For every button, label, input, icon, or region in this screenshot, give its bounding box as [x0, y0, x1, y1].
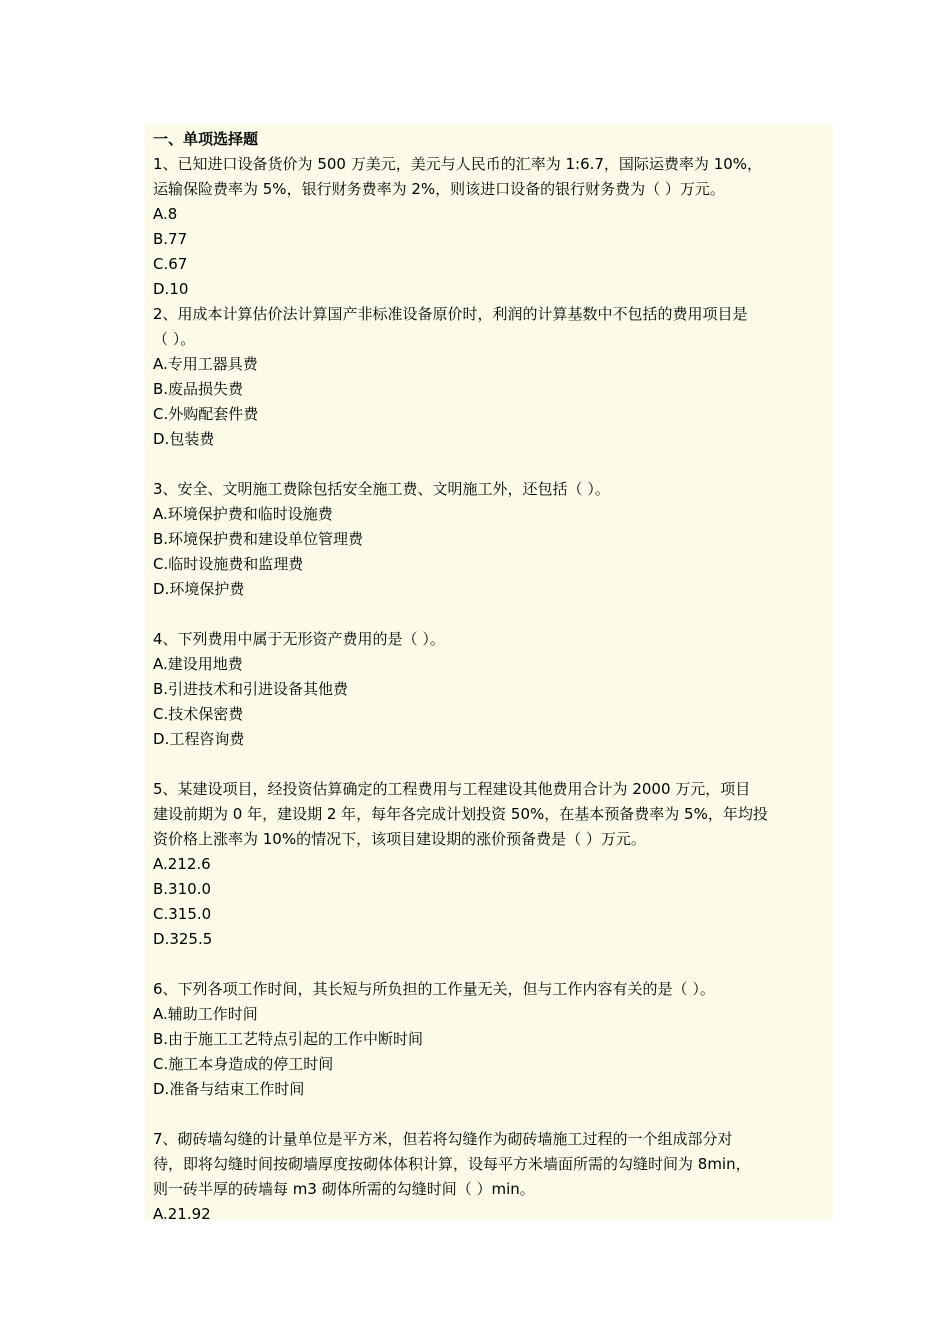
option-c: C.临时设施费和监理费 — [153, 555, 304, 573]
option-a: A.21.92 — [153, 1205, 211, 1220]
option-a: A.专用工器具费 — [153, 355, 258, 373]
question-1 — [153, 152, 827, 302]
spacer — [153, 952, 827, 977]
question-5 — [153, 777, 827, 952]
question-7 — [153, 1127, 827, 1220]
question-3 — [153, 477, 827, 602]
option-b: B.由于施工工艺特点引起的工作中断时间 — [153, 1030, 424, 1048]
option-c: C.外购配套件费 — [153, 405, 259, 423]
option-d: D.包装费 — [153, 430, 215, 448]
document-body — [145, 124, 833, 1220]
question-text: 4、下列费用中属于无形资产费用的是（ ）。 — [153, 630, 445, 648]
option-d: D.工程咨询费 — [153, 730, 245, 748]
question-text: 7、砌砖墙勾缝的计量单位是平方米，但若将勾缝作为砌砖墙施工过程的一个组成部分对 — [153, 1130, 733, 1148]
question-text: 2、用成本计算估价法计算国产非标准设备原价时，利润的计算基数中不包括的费用项目是 — [153, 305, 748, 323]
option-c: C.施工本身造成的停工时间 — [153, 1055, 334, 1073]
option-d: D.10 — [153, 280, 189, 298]
question-6 — [153, 977, 827, 1102]
question-text: 资价格上涨率为 10%的情况下，该项目建设期的涨价预备费是（ ）万元。 — [153, 830, 646, 848]
option-a: A.环境保护费和临时设施费 — [153, 505, 333, 523]
question-text: 6、下列各项工作时间，其长短与所负担的工作量无关，但与工作内容有关的是（ ）。 — [153, 980, 715, 998]
spacer — [153, 602, 827, 627]
option-c: C.315.0 — [153, 905, 212, 923]
spacer — [153, 1102, 827, 1127]
option-b: B.废品损失费 — [153, 380, 244, 398]
option-b: B.77 — [153, 230, 188, 248]
question-text: 1、已知进口设备货价为 500 万美元，美元与人民币的汇率为 1:6.7，国际运费率为 10%， — [153, 155, 763, 173]
question-text: 5、某建设项目，经投资估算确定的工程费用与工程建设其他费用合计为 2000 万元，项目 — [153, 780, 751, 798]
question-text: 待，即将勾缝时间按砌墙厚度按砌体体积计算，设每平方米墙面所需的勾缝时间为 8min， — [153, 1155, 751, 1173]
option-b: B.环境保护费和建设单位管理费 — [153, 530, 364, 548]
option-d: D.325.5 — [153, 930, 213, 948]
question-text: 运输保险费率为 5%，银行财务费率为 2%，则该进口设备的银行财务费为（ ）万元。 — [153, 180, 725, 198]
option-c: C.67 — [153, 255, 188, 273]
option-b: B.引进技术和引进设备其他费 — [153, 680, 349, 698]
spacer — [153, 452, 827, 477]
question-text: 则一砖半厚的砖墙每 m3 砌体所需的勾缝时间（ ）min。 — [153, 1180, 535, 1198]
question-text: （ ）。 — [153, 330, 196, 348]
option-a: A.8 — [153, 205, 178, 223]
section-title: 一、单项选择题 — [153, 130, 259, 148]
question-text: 建设前期为 0 年，建设期 2 年，每年各完成计划投资 50%，在基本预备费率为 5%，年均投 — [153, 805, 768, 823]
option-a: A.212.6 — [153, 855, 211, 873]
option-a: A.辅助工作时间 — [153, 1005, 258, 1023]
spacer — [153, 752, 827, 777]
option-b: B.310.0 — [153, 880, 212, 898]
question-2 — [153, 302, 827, 452]
option-d: D.环境保护费 — [153, 580, 245, 598]
option-c: C.技术保密费 — [153, 705, 244, 723]
question-4 — [153, 627, 827, 752]
option-d: D.准备与结束工作时间 — [153, 1080, 305, 1098]
option-a: A.建设用地费 — [153, 655, 243, 673]
question-text: 3、安全、文明施工费除包括安全施工费、文明施工外，还包括（ ）。 — [153, 480, 610, 498]
